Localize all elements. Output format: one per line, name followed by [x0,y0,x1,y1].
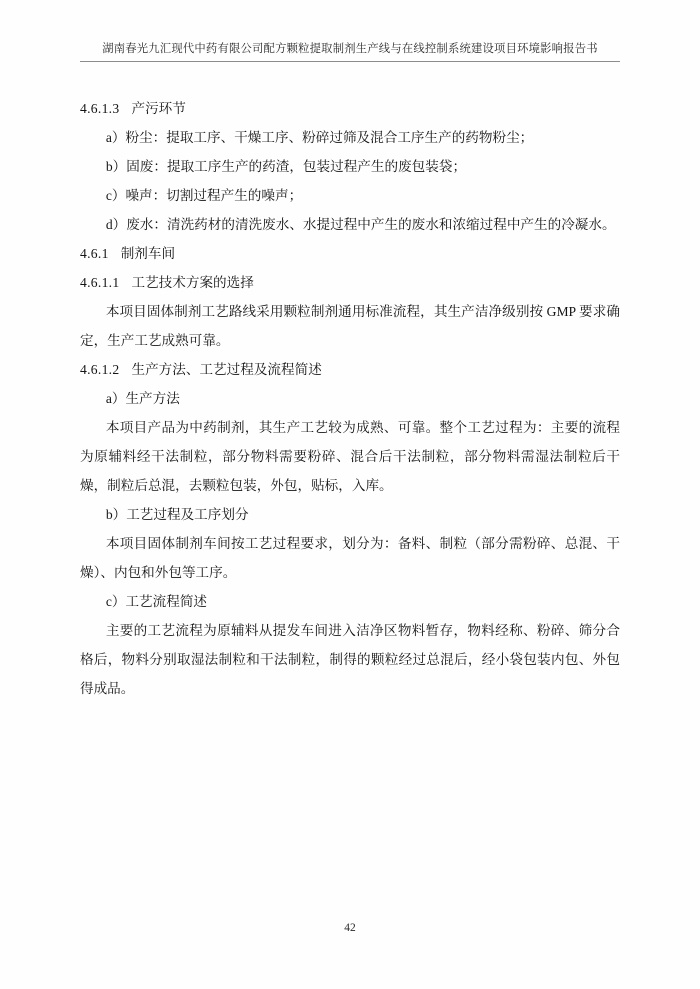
list-item: b）固废：提取工序生产的药渣，包装过程产生的废包装袋； [105,159,467,174]
header-rule [80,61,620,62]
paragraph: 主要的工艺流程为原辅料从提发车间进入洁净区物料暂存，物料经称、粉碎、筛分合格后，物料分别取湿法制粒和干法制粒，制得的颗粒经过总混后，经小袋包装内包、外包得成品。 [80,623,620,696]
section-title: 制剂车间 [120,246,176,261]
list-item: d）废水：清洗药材的清洗废水、水提过程中产生的废水和浓缩过程中产生的冷凝水。 [105,217,616,232]
paragraph: 本项目固体制剂工艺路线采用颗粒制剂通用标准流程，其生产洁净级别按 GMP 要求确定，生产工艺成熟可靠。 [80,304,620,348]
list-item: c）工艺流程简述 [105,594,208,609]
page-number: 42 [344,922,356,934]
running-header: 湖南春光九汇现代中药有限公司配方颗粒提取制剂生产线与在线控制系统建设项目环境影响报告书 [102,43,598,55]
section-heading [80,355,620,384]
paragraph: 本项目产品为中药制剂，其生产工艺较为成熟、可靠。整个工艺过程为：主要的流程为原辅料经干法制粒，部分物料需要粉碎、混合后干法制粒，部分物料需湿法制粒后干燥，制粒后总混，去颗粒包装，外包，贴标，入库。 [80,420,620,493]
section-number: 4.6.1.1 [80,275,120,290]
section-title: 生产方法、工艺过程及流程简述 [131,362,322,377]
section-title: 产污环节 [131,101,186,116]
list-item: a）生产方法 [105,391,180,406]
section-heading [80,239,620,268]
paragraph: 本项目固体制剂车间按工艺过程要求，划分为：备料、制粒（部分需粉碎、总混、干燥）、内包和外包等工序。 [80,536,620,580]
list-item: c）噪声：切割过程产生的噪声； [105,188,303,203]
section-number: 4.6.1 [80,246,109,261]
list-item: a）粉尘：提取工序、干燥工序、粉碎过筛及混合工序生产的药物粉尘； [105,130,534,145]
section-number: 4.6.1.2 [80,362,120,377]
section-title: 工艺技术方案的选择 [131,275,254,290]
page-content [80,40,620,703]
section-heading [80,268,620,297]
body-text [80,94,620,703]
section-number: 4.6.1.3 [80,101,120,116]
list-item: b）工艺过程及工序划分 [105,507,249,522]
section-heading [80,94,620,123]
